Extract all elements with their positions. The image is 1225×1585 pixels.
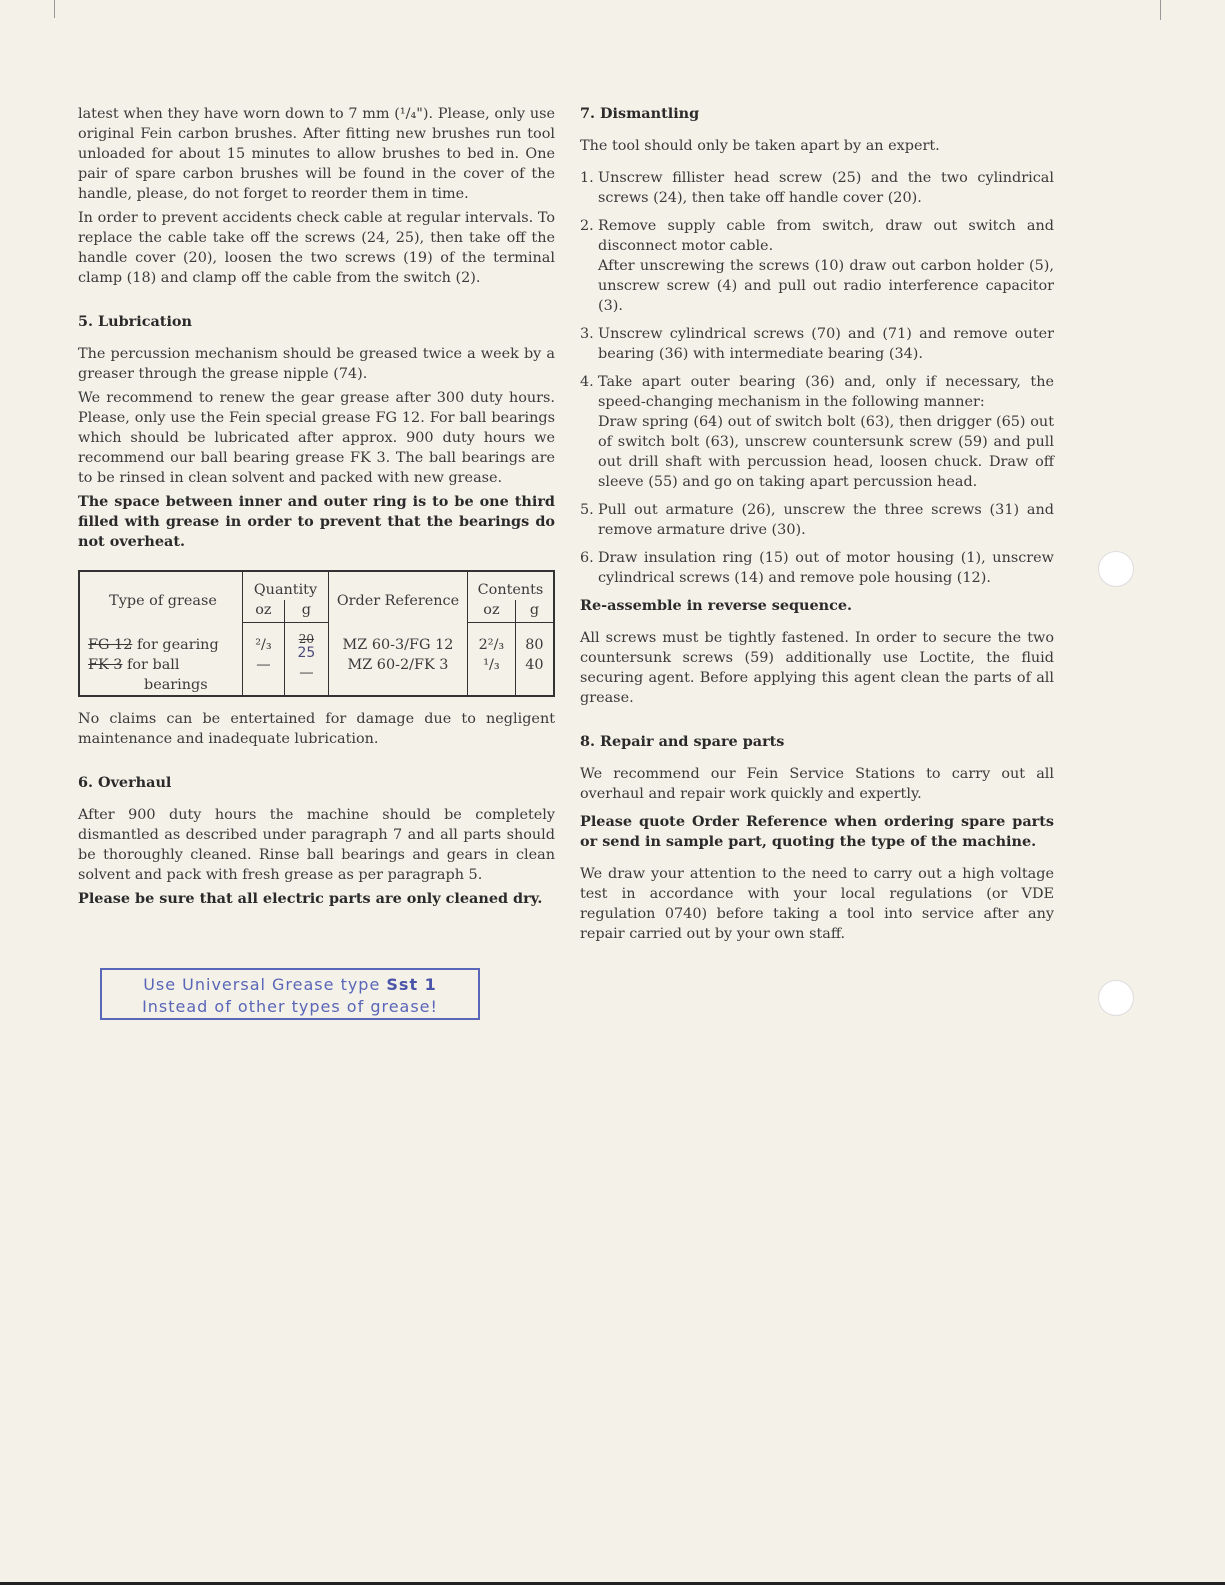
contents-oz: 2²/₃ [478, 637, 505, 653]
quantity-oz: — [256, 657, 271, 673]
stamp-line-2: Instead of other types of grease! [142, 997, 438, 1016]
stamp-text: Use Universal Grease type [143, 975, 387, 994]
list-item [580, 324, 1054, 364]
step-number: 3. [580, 326, 594, 342]
table-header-row [79, 571, 554, 600]
lubrication-heading: 5. Lubrication [78, 313, 192, 330]
order-reference: MZ 60-2/FK 3 [347, 656, 449, 673]
struck-type: FK 3 [88, 656, 123, 673]
struck-type: FG 12 [88, 636, 133, 653]
quantity-g-cell [284, 623, 328, 696]
lubrication-paragraph-3: The space between inner and outer ring is to be one third filled with grease in order to prevent that the bearings do not overheat. [78, 493, 555, 550]
type-label: for gearing [132, 636, 219, 653]
repair-paragraph-2: Please quote Order Reference when ordering spare parts or send in sample part, quoting the type of the machine. [580, 813, 1054, 850]
unit-quantity-g: g [284, 600, 328, 623]
struck-quantity: 20 [298, 632, 315, 646]
handwritten-quantity: 25 [297, 645, 316, 661]
type-label-line2: bearings [144, 676, 208, 693]
repair-heading: 8. Repair and spare parts [580, 733, 785, 750]
step-text-continued: After unscrewing the screws (10) draw out carbon holder (5), unscrew screw (4) and pull out radio interference capacitor (3). [598, 258, 1054, 314]
step-text: Pull out armature (26), unscrew the three screws (31) and remove armature drive (30). [598, 502, 1054, 538]
grease-table [78, 570, 555, 697]
contents-g-cell [515, 623, 554, 696]
stamp-grease-type: Sst 1 [386, 975, 437, 994]
right-column [580, 104, 1054, 948]
claims-paragraph: No claims can be entertained for damage due to negligent maintenance and inadequate lubrication. [78, 710, 555, 747]
step-number: 5. [580, 502, 594, 518]
unit-contents-g: g [515, 600, 554, 623]
repair-paragraph-1: We recommend our Fein Service Stations to carry out all overhaul and repair work quickly and expertly. [580, 766, 1054, 802]
step-text: Take apart outer bearing (36) and, only if necessary, the speed-changing mechanism in the following manner: [598, 374, 1054, 410]
quantity-oz-cell [243, 623, 285, 696]
order-reference: MZ 60-3/FG 12 [342, 636, 454, 653]
grease-stamp [100, 968, 480, 1020]
scan-edge [1160, 0, 1161, 20]
step-text: Unscrew cylindrical screws (70) and (71) and remove outer bearing (36) with intermediate bearing (34). [598, 326, 1054, 362]
repair-paragraph-3: We draw your attention to the need to carry out a high voltage test in accordance with your local regulations (or VDE regulation 0740) before taking a tool into service after any repair carried out by your own staff. [580, 866, 1054, 942]
step-number: 6. [580, 550, 594, 566]
overhaul-heading: 6. Overhaul [78, 773, 172, 791]
dismantling-steps [580, 168, 1054, 588]
list-item [580, 500, 1054, 540]
step-number: 1. [580, 170, 594, 186]
header-type: Type of grease [79, 571, 243, 623]
contents-oz: ¹/₃ [483, 657, 500, 673]
quantity-g: — [299, 665, 314, 681]
order-reference-cell [328, 623, 467, 696]
quantity-oz: ²/₃ [255, 637, 272, 653]
step-text: Remove supply cable from switch, draw out switch and disconnect motor cable. [598, 218, 1054, 254]
brushes-paragraph: latest when they have worn down to 7 mm (¹/₄"). Please, only use original Fein carbon brushes. After fitting new brushes run tool unloaded for about 15 minutes to allow brushes to bed in. One pair of spare carbon brushes will be found in the cover of the handle, please, do not forget to reorder them in time. [78, 106, 555, 202]
unit-contents-oz: oz [467, 600, 515, 623]
step-text: Unscrew fillister head screw (25) and the two cylindrical screws (24), then take off handle cover (20). [598, 170, 1054, 206]
lubrication-paragraph-2: We recommend to renew the gear grease after 300 duty hours. Please, only use the Fein special grease FG 12. For ball bearings which should be lubricated after approx. 900 duty hours we recommend our ball bearing grease FK 3. The ball bearings are to be rinsed in clean solvent and packed with new grease. [78, 390, 555, 486]
left-column [78, 104, 555, 913]
step-number: 2. [580, 218, 594, 234]
grease-type-cell [79, 623, 243, 696]
unit-quantity-oz: oz [243, 600, 285, 623]
step-text: Draw insulation ring (15) out of motor housing (1), unscrew cylindrical screws (14) and remove pole housing (12). [598, 550, 1054, 586]
contents-g: 80 [525, 637, 544, 653]
contents-oz-cell [467, 623, 515, 696]
punch-hole [1098, 980, 1134, 1016]
header-quantity: Quantity [243, 571, 329, 600]
table-row [79, 623, 554, 696]
list-item [580, 168, 1054, 208]
dismantling-heading: 7. Dismantling [580, 105, 700, 122]
header-order-reference: Order Reference [328, 571, 467, 623]
overhaul-paragraph: After 900 duty hours the machine should be completely dismantled as described under paragraph 7 and all parts should be thoroughly cleaned. Rinse ball bearings and gears in clean solvent and pack with fresh grease as per paragraph 5. [78, 806, 555, 883]
cable-paragraph: In order to prevent accidents check cable at regular intervals. To replace the cable take off the screws (24, 25), then take off the handle cover (20), loosen the two screws (19) of the terminal clamp (18) and clamp off the cable from the switch (2). [78, 210, 555, 286]
punch-hole [1098, 551, 1134, 587]
reassemble-note: Re-assemble in reverse sequence. [580, 597, 853, 614]
list-item [580, 216, 1054, 316]
dismantling-intro: The tool should only be taken apart by an expert. [580, 138, 940, 154]
contents-g: 40 [525, 657, 544, 673]
step-number: 4. [580, 374, 594, 390]
overhaul-note: Please be sure that all electric parts are only cleaned dry. [78, 889, 543, 907]
step-text-continued: Draw spring (64) out of switch bolt (63), then drigger (65) out of switch bolt (63), unscrew countersunk screw (59) and pull out drill shaft with percussion head, loosen chuck. Draw off sleeve (55) and go on taking apart percussion head. [598, 414, 1054, 490]
stamp-line-1 [102, 974, 478, 996]
header-contents: Contents [467, 571, 554, 600]
type-label: for ball [122, 656, 180, 673]
lubrication-paragraph-1: The percussion mechanism should be greased twice a week by a greaser through the grease nipple (74). [78, 346, 555, 382]
scan-edge [54, 0, 55, 18]
screws-paragraph: All screws must be tightly fastened. In order to secure the two countersunk screws (59) additionally use Loctite, the fluid securing agent. Before applying this agent clean the parts of all grease. [580, 630, 1054, 706]
list-item [580, 548, 1054, 588]
list-item [580, 372, 1054, 492]
